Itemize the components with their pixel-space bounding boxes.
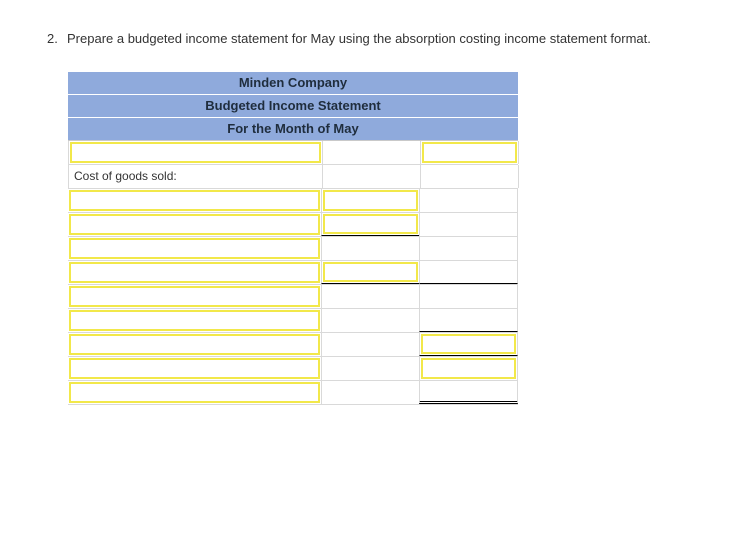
row-label-cell: [68, 213, 321, 236]
table-row: [68, 285, 518, 309]
row-label-input[interactable]: [69, 238, 320, 259]
row-label-input[interactable]: [69, 262, 320, 283]
total-input[interactable]: [422, 142, 517, 163]
row-label-input[interactable]: [70, 142, 321, 163]
table-row: [68, 261, 518, 285]
table-row: [68, 381, 518, 405]
total-cell: [420, 141, 519, 164]
table-row: [68, 141, 518, 165]
table-row: [68, 237, 518, 261]
row-label-cell: [68, 309, 321, 332]
statement-title-header: Budgeted Income Statement: [68, 95, 518, 118]
amount-cell: [321, 381, 419, 404]
amount-cell: [321, 237, 419, 260]
total-cell: [419, 381, 518, 404]
row-label-input[interactable]: [69, 310, 320, 331]
row-label-cell: [68, 285, 321, 308]
row-label-cell: [68, 261, 321, 284]
total-input[interactable]: [421, 358, 516, 379]
total-cell: [419, 285, 518, 308]
row-label-input[interactable]: [69, 382, 320, 403]
row-label-input[interactable]: [69, 286, 320, 307]
row-label-cell: [69, 141, 322, 164]
income-statement-table: [68, 72, 518, 405]
row-label-cell: [68, 357, 321, 380]
row-label-cell: [68, 189, 321, 212]
total-cell: [419, 309, 518, 332]
amount-cell: [321, 333, 419, 356]
total-cell: [419, 237, 518, 260]
row-label-cell: [69, 165, 322, 188]
total-cell: [420, 165, 519, 188]
amount-input[interactable]: [323, 262, 418, 282]
amount-cell: [321, 357, 419, 380]
amount-cell: [321, 261, 419, 284]
row-label-input[interactable]: [69, 190, 320, 211]
amount-cell: [322, 165, 420, 188]
company-name-header: Minden Company: [68, 72, 518, 95]
question-text: Prepare a budgeted income statement for May using the absorption costing income statement format.: [67, 31, 651, 46]
amount-input[interactable]: [323, 214, 418, 234]
table-row: [68, 189, 518, 213]
table-row: [68, 357, 518, 381]
table-row: [68, 213, 518, 237]
row-label-input[interactable]: [69, 214, 320, 235]
table-row: [68, 333, 518, 357]
amount-cell: [322, 141, 420, 164]
row-label-cell: [68, 381, 321, 404]
total-cell: [419, 333, 518, 356]
amount-input[interactable]: [323, 190, 418, 211]
row-label-input[interactable]: [69, 334, 320, 355]
row-label-cell: [68, 333, 321, 356]
row-label-input[interactable]: [69, 358, 320, 379]
total-cell: [419, 261, 518, 284]
amount-cell: [321, 213, 419, 236]
question-prompt: [47, 31, 651, 47]
total-cell: [419, 213, 518, 236]
table-row: [68, 309, 518, 333]
question-number: 2.: [47, 31, 58, 46]
row-label-cell: [68, 237, 321, 260]
total-cell: [419, 357, 518, 380]
period-header: For the Month of May: [68, 118, 518, 141]
table-row: [68, 165, 518, 189]
cogs-label: Cost of goods sold:: [74, 169, 177, 183]
amount-cell: [321, 189, 419, 212]
amount-cell: [321, 285, 419, 308]
total-input[interactable]: [421, 334, 516, 354]
total-cell: [419, 189, 518, 212]
amount-cell: [321, 309, 419, 332]
